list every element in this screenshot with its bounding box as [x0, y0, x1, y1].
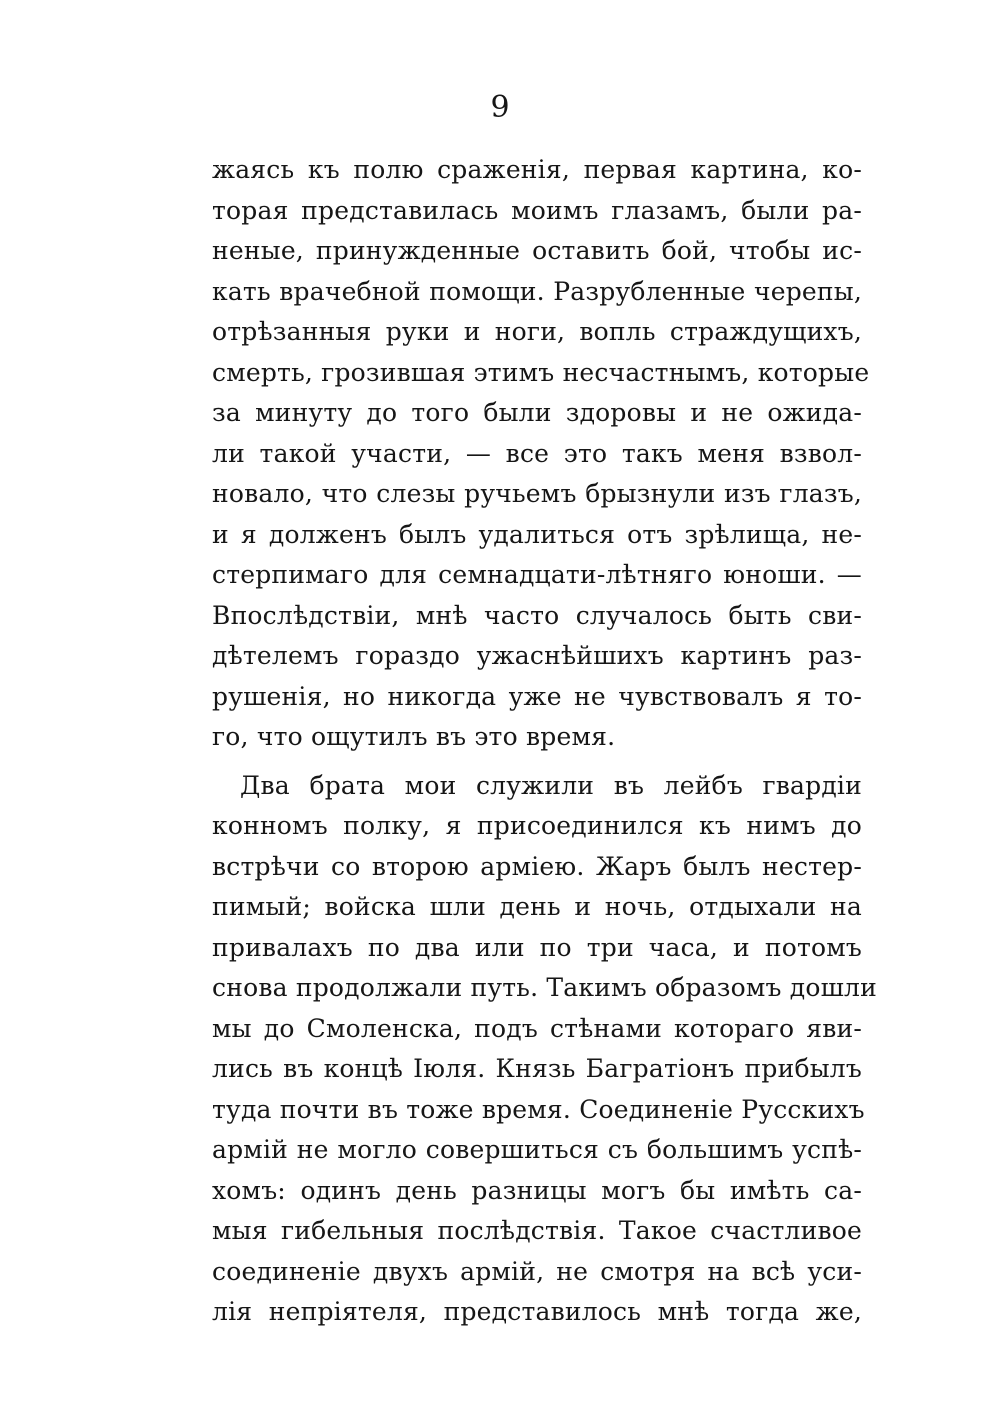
text-line: кать врачебной помощи. Разрубленные черепы,	[212, 276, 862, 306]
text-line: мыя гибельныя послѣдствія. Такое счастливое	[212, 1216, 862, 1245]
text-line: отрѣзанныя руки и ноги, вопль страждущихъ,	[212, 317, 862, 346]
paragraph-2	[212, 766, 877, 1333]
text-line: снова продолжали путь. Такимъ образомъ дошли	[212, 973, 877, 1002]
text-line: лись въ концѣ Іюля. Князь Багратіонъ прибылъ	[212, 1054, 862, 1083]
text-line: соединеніе двухъ армій, не смотря на всѣ уси-	[212, 1256, 862, 1286]
text-line: рушенія, но никогда уже не чувствовалъ я то-	[212, 681, 862, 711]
text-line: неные, принужденные оставить бой, чтобы ис-	[212, 236, 862, 265]
text-line: мы до Смоленска, подъ стѣнами котораго яви-	[212, 1013, 862, 1043]
text-line: и я долженъ былъ удалиться отъ зрѣлища, не-	[212, 519, 862, 549]
page-number: 9	[490, 90, 510, 125]
text-line: Впослѣдствіи, мнѣ часто случалось быть сви-	[212, 600, 862, 630]
body-text	[212, 150, 877, 1333]
text-line: новало, что слезы ручьемъ брызнули изъ глазъ,	[212, 479, 862, 508]
text-line: привалахъ по два или по три часа, и потомъ	[212, 932, 862, 962]
text-line: го, что ощутилъ въ это время.	[212, 722, 616, 751]
text-line: лія непріятеля, представилось мнѣ тогда же,	[212, 1297, 862, 1326]
text-line: дѣтелемъ гораздо ужаснѣйшихъ картинъ раз-	[212, 641, 862, 670]
text-line: ли такой участи, — все это такъ меня взвол-	[212, 438, 862, 468]
text-line: смерть, грозившая этимъ несчастнымъ, которые	[212, 357, 870, 387]
text-line: за минуту до того были здоровы и не ожида-	[212, 398, 862, 427]
text-line: стерпимаго для семнадцати-лѣтняго юноши. —	[212, 560, 862, 589]
paragraph-1	[212, 150, 870, 758]
text-line: торая представилась моимъ глазамъ, были ра-	[212, 195, 862, 225]
text-line: жаясь къ полю сраженія, первая картина, ко-	[212, 155, 862, 184]
text-line: армій не могло совершиться съ большимъ успѣ-	[212, 1135, 862, 1164]
text-line: встрѣчи со второю арміею. Жаръ былъ нестер-	[212, 851, 862, 881]
text-line: хомъ: одинъ день разницы могъ бы имѣть са-	[212, 1175, 862, 1205]
text-line: пимый; войска шли день и ночь, отдыхали на	[212, 892, 862, 921]
text-line: Два брата мои служили въ лейбъ гвардіи	[240, 770, 862, 800]
text-line: конномъ полку, я присоединился къ нимъ до	[212, 811, 862, 840]
text-line: туда почти въ тоже время. Соединеніе Русскихъ	[212, 1094, 865, 1124]
